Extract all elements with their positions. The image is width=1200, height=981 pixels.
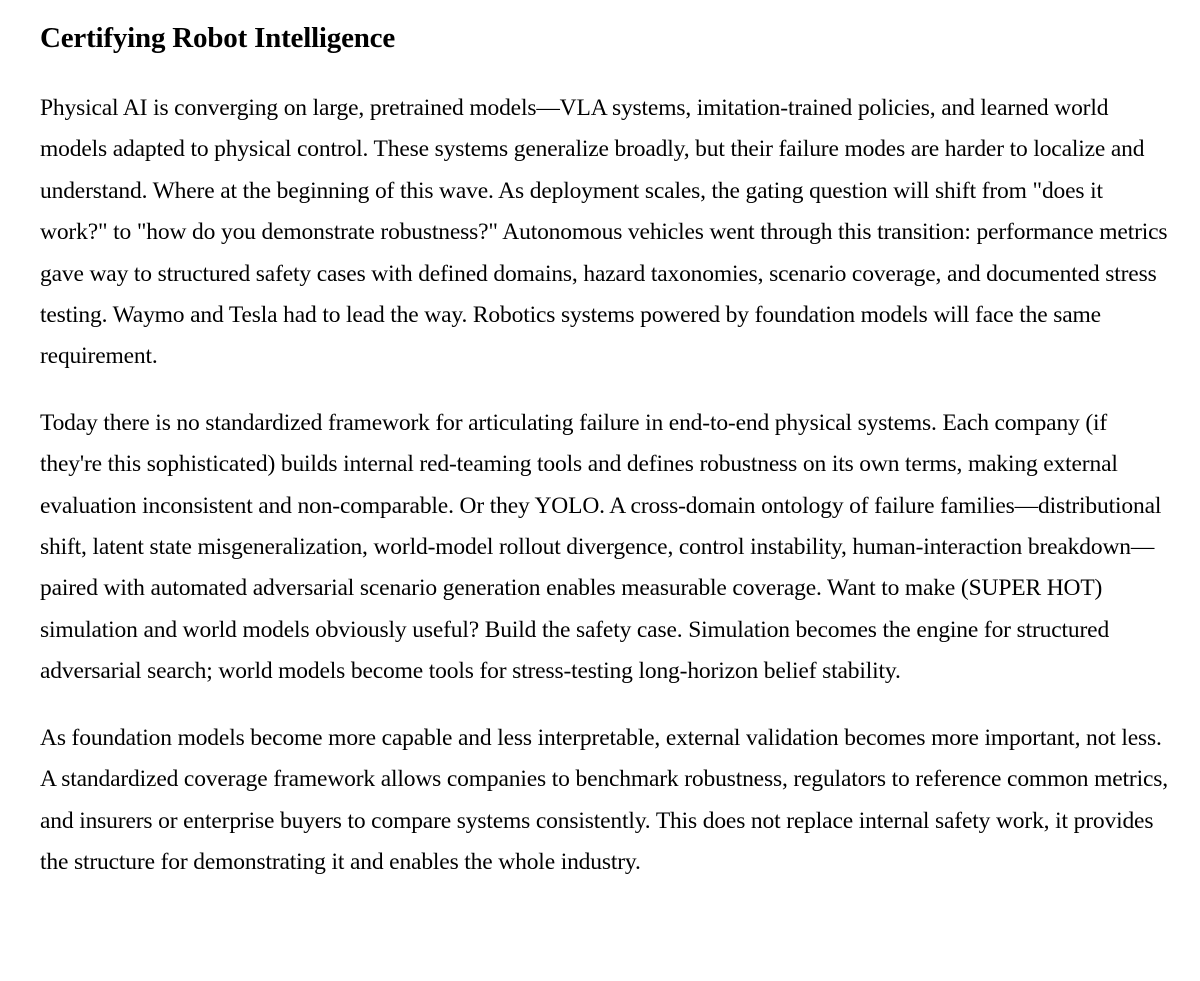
paragraph-physical-ai: Physical AI is converging on large, pretrained models—VLA systems, imitation-trained policies, and learned world models adapted to physical control. These systems generalize broadly, but their failure modes are harder to localize and understand. Where at the beginning of this wave. As deployment scales, the gating question will shift from "does it work?" to "how do you demonstrate robustness?" Autonomous vehicles went through this transition: performance metrics gave way to structured safety cases with defined domains, hazard taxonomies, scenario coverage, and documented stress testing. Waymo and Tesla had to lead the way. Robotics systems powered by foundation models will face the same requirement. — [40, 95, 1168, 370]
paragraph-no-standard-framework: Today there is no standardized framework for articulating failure in end-to-end physical systems. Each company (if they're this sophisticated) builds internal red-teaming tools and defines robustness on its own terms, making external evaluation inconsistent and non-comparable. Or they YOLO. A cross-domain ontology of failure families—distributional shift, latent state misgeneralization, world-model rollout divergence, control instability, human-interaction breakdown—paired with automated adversarial scenario generation enables measurable coverage. Want to make (SUPER HOT) simulation and world models obviously useful? Build the safety case. Simulation becomes the engine for structured adversarial search; world models become tools for stress-testing long-horizon belief stability. — [40, 409, 1162, 685]
article-title: Certifying Robot Intelligence — [40, 22, 396, 54]
paragraph-external-validation: As foundation models become more capable and less interpretable, external validation becomes more important, not less. A standardized coverage framework allows companies to benchmark robustness, regulators to reference common metrics, and insurers or enterprise buyers to compare systems consistently. This does not replace internal safety work, it provides the structure for demonstrating it and enables the whole industry. — [40, 724, 1168, 875]
